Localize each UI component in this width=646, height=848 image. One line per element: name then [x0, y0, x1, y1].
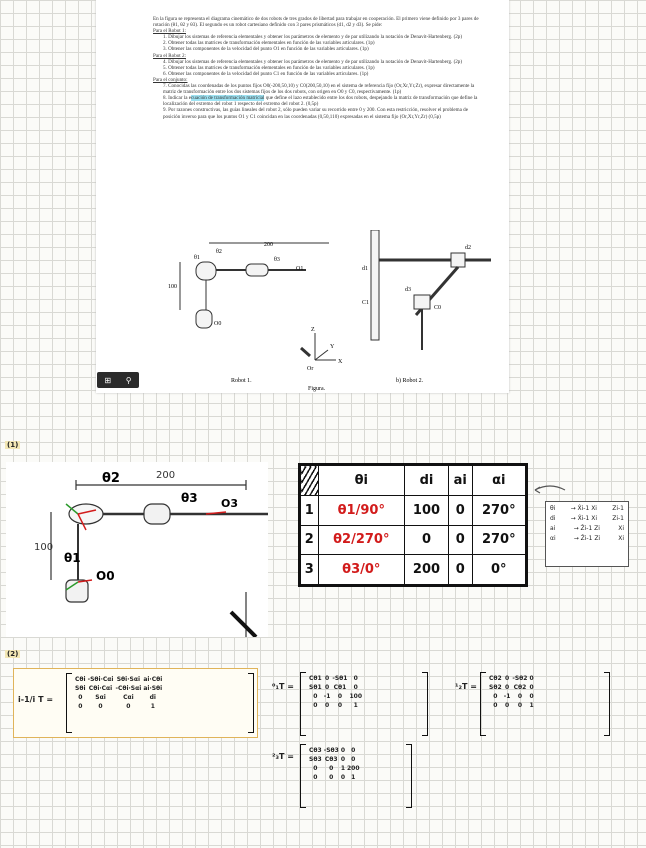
matrix-cell: 0: [351, 756, 356, 763]
fig-axis-z: Z: [311, 327, 315, 333]
fig-origin: Or: [307, 366, 314, 372]
fig-o1: O1: [296, 266, 304, 272]
matrix-2-3: [300, 744, 412, 808]
matrix-cell: 1: [353, 702, 358, 709]
section-2-label: (2): [7, 650, 19, 658]
dh-d: 100: [405, 495, 449, 525]
matrix-cell: ai·Cθi: [143, 676, 163, 683]
matrix-cell: Cθi: [75, 676, 86, 683]
section-1-label: (1): [7, 441, 19, 449]
matrix-cell: 0: [126, 703, 131, 710]
dh-corner-cell: [301, 466, 319, 496]
fig-d3: d3: [405, 287, 411, 293]
sketch-theta1: θ1: [64, 551, 81, 565]
sketch-theta2: θ2: [102, 471, 120, 486]
matrix-cell: Cθ1: [333, 684, 347, 691]
dh-alpha: 270°: [472, 525, 525, 555]
legend-desc: → X̂i-1 Xi: [570, 505, 597, 512]
matrix-cell: -Sθ2: [512, 675, 528, 682]
dh-row: [301, 555, 526, 585]
dh-header-d: di: [405, 466, 449, 496]
robot-figure: [96, 230, 509, 393]
dh-legend-box: [545, 501, 629, 567]
matrix-0-1: [300, 672, 428, 736]
dh-a: 0: [448, 555, 472, 585]
question-4: 4. Dibujar los sistemas de referencia elementales y obtener los parámetros de elemento y de par utilizando la notación de Denavit-Hartenberg. (2p): [163, 58, 463, 65]
exam-paper-image: [96, 0, 509, 393]
matrix23-label: ²₃T =: [272, 752, 294, 761]
question-8-post: que define el lazo establecido entre los dos robots, despejando la matriz de transformación que define la localización del extremo del robot 1 respecto del extremo del robot 2. (0,5p): [163, 95, 478, 108]
dh-theta: θ2/270°: [318, 525, 405, 555]
general-matrix-box: [13, 668, 258, 738]
fig-theta3: θ3: [274, 257, 280, 263]
matrix-cell: ai·Sθi: [143, 685, 163, 692]
sketch-o3: O3: [221, 497, 239, 510]
matrix-cell: 0: [504, 702, 510, 709]
fig-c0: C0: [434, 305, 442, 311]
intro-text: En la figura se representa el diagrama cinemático de dos robots de tres grados de libertad para trabajar en cooperación. El primero viene definido por 3 pares de rotación (θ1, θ2 y θ3). El segundo es un robot cartesiano definido con 3 pares prismáticos (d1, d2 y d3). Se pide:: [153, 16, 479, 29]
matrix-cell: 1: [150, 703, 155, 710]
matrix-cell: -Sθ3: [323, 747, 339, 754]
matrix-cell: Sθ3: [309, 756, 322, 763]
question-1: 1. Dibujar los sistemas de referencia elementales y obtener los parámetros de elemento y de par utilizando la notación de Denavit-Hartenberg. (2p): [163, 34, 463, 41]
legend-row: [546, 502, 628, 512]
fig-theta2: θ2: [216, 249, 222, 255]
dh-alpha: 0°: [472, 555, 525, 585]
question-3: 3. Obtener las componentes de la velocidad del punto O1 en función de las variables articulares. (1p): [163, 46, 369, 53]
annotated-robot-sketch: [6, 462, 268, 637]
legend-desc: → Ẑi-1 Zi: [573, 525, 600, 532]
matrix-cell: Sθi·Sαi: [116, 676, 141, 683]
matrix-cell: 100: [349, 693, 363, 700]
robot2-column: [371, 230, 379, 340]
matrix-cell: 0: [313, 774, 318, 781]
sketch-theta3: θ3: [181, 491, 198, 505]
dh-header-alpha: αi: [472, 466, 525, 496]
legend-row: [546, 522, 628, 532]
matrix-cell: 0: [324, 702, 330, 709]
matrix-cell: 0: [504, 675, 510, 682]
fig-o0: O0: [214, 321, 222, 327]
matrix-cell: 0: [337, 702, 343, 709]
matrix-cell: Sθ2: [489, 684, 502, 691]
dh-header-a: ai: [448, 466, 472, 496]
dh-index: 2: [301, 525, 319, 555]
matrix-cell: -Sθi·Cαi: [87, 676, 114, 683]
matrix-cell: 1: [340, 765, 345, 772]
matrix-cell: 0: [529, 693, 534, 700]
matrix-cell: 0: [529, 684, 534, 691]
dh-row: [301, 495, 526, 525]
sketch-dim-200: 200: [156, 470, 176, 481]
fig-c1: C1: [362, 300, 370, 306]
legend-row: [546, 512, 628, 522]
dh-d: 200: [405, 555, 449, 585]
legend-ref: Zi-1: [612, 505, 624, 512]
matrix-cell: 0: [78, 694, 83, 701]
matrix-cell: Sθ1: [309, 684, 322, 691]
legend-desc: → X̂i-1 Xi: [570, 515, 598, 522]
general-matrix-label: i-1/i T =: [18, 695, 54, 704]
matrix-cell: 0: [337, 693, 343, 700]
matrix-cell: 0: [78, 703, 83, 710]
matrix-cell: 1: [351, 774, 356, 781]
matrix-cell: 0: [529, 675, 534, 682]
dh-theta: θ3/0°: [318, 555, 405, 585]
viewer-toolbar: [97, 372, 139, 388]
matrix-cell: 0: [493, 702, 498, 709]
caption-robot2: b) Robot 2.: [396, 378, 424, 384]
matrix-cell: 0: [329, 765, 334, 772]
matrix-1-2: [480, 672, 610, 736]
matrix-cell: Cθ3: [309, 747, 322, 754]
base-body: [196, 310, 212, 328]
dh-theta: θ1/90°: [318, 495, 405, 525]
fig-d2: d2: [465, 245, 471, 251]
grid-view-icon[interactable]: ⊞: [104, 375, 112, 385]
dh-index: 3: [301, 555, 319, 585]
question-2: 2. Obtener todas las matrices de transformación elementales en función de las variables articulares. (1p): [163, 40, 375, 47]
question-6: 6. Obtener las componentes de la velocidad del punto C1 en función de las variables articulares. (1p): [163, 70, 369, 77]
dh-d: 0: [405, 525, 449, 555]
matrix-cell: -Cθi·Sαi: [115, 685, 142, 692]
dh-alpha: 270°: [472, 495, 525, 525]
matrix12-label: ¹₂T =: [455, 682, 477, 691]
question-8: [153, 95, 486, 107]
robot1-heading: Para el Robot 1:: [153, 28, 186, 35]
legend-symbol: ai: [550, 525, 556, 532]
legend-symbol: di: [550, 515, 556, 522]
matrix-cell: -1: [323, 693, 331, 700]
dh-row: [301, 525, 526, 555]
matrix-cell: 1: [529, 702, 534, 709]
fig-axis-y: Y: [330, 344, 335, 350]
matrix-cell: 0: [340, 747, 345, 754]
dh-a: 0: [448, 495, 472, 525]
matrix-cell: 0: [324, 675, 330, 682]
matrix-cell: 0: [517, 693, 523, 700]
matrix-cell: Cθ2: [489, 675, 502, 682]
joint-heading: Para el conjunto:: [153, 76, 188, 83]
figure-caption: Figura.: [308, 386, 326, 392]
robot2-heading: Para el Robot 2:: [153, 52, 186, 59]
matrix-cell: 0: [313, 693, 318, 700]
dh-a: 0: [448, 525, 472, 555]
search-icon[interactable]: ⚲: [125, 375, 132, 385]
matrix-cell: -1: [503, 693, 511, 700]
matrix-cell: 0: [340, 756, 345, 763]
fig-dim-200: 200: [264, 242, 273, 248]
fig-axis-x: X: [338, 359, 343, 365]
question-5: 5. Obtener todas las matrices de transformación elementales en función de las variables articulares. (1p): [163, 64, 375, 71]
matrix-cell: Cθ2: [513, 684, 527, 691]
matrix-cell: 0: [324, 684, 330, 691]
matrix-cell: Cθ3: [324, 756, 338, 763]
dh-index: 1: [301, 495, 319, 525]
matrix-cell: 0: [98, 703, 103, 710]
dh-parameter-table: [298, 463, 528, 587]
highlighted-text: cuación de transformación matricial: [191, 95, 265, 102]
legend-symbol: αi: [550, 535, 556, 542]
matrix-cell: -Sθ1: [332, 675, 348, 682]
sketch-o0: O0: [96, 569, 115, 583]
joint-3-body: [246, 264, 268, 276]
legend-desc: → Ẑi-1 Zi: [573, 535, 601, 542]
legend-ref: Zi-1: [612, 515, 624, 522]
dh-header-theta: θi: [318, 466, 405, 496]
matrix-cell: 0: [313, 702, 318, 709]
matrix-cell: 0: [517, 702, 523, 709]
dh-header-row: [301, 466, 526, 496]
question-8-pre: 8. Indicar la e: [163, 95, 192, 102]
fig-d1: d1: [362, 266, 368, 272]
question-7: 7. Conocidas las coordenadas de los puntos fijos O0(-200,50,10) y C0(200,50,10) en el sistema de referencia fijo (Or,Xr,Yr,Zr), expresar directamente la matriz de transformación entre los dos sistemas fijos de los dos robots, con origen en O0 y C0, respectivamente. (1p): [163, 83, 475, 96]
matrix-cell: Sαi: [95, 694, 106, 701]
legend-row: [546, 532, 628, 542]
matrix-cell: di: [149, 694, 156, 701]
matrix-cell: 0: [351, 747, 356, 754]
matrix01-label: ⁰₁T =: [272, 682, 294, 691]
matrix-cell: 0: [353, 684, 358, 691]
sketch-dim-100: 100: [34, 542, 54, 553]
arrow-icon: [530, 480, 570, 500]
matrix-cell: 0: [493, 693, 498, 700]
matrix-cell: 0: [313, 765, 318, 772]
caption-robot1: Robot 1.: [231, 378, 252, 384]
question-9: 9. Por razones constructivas, las guías lineales del robot 2, sólo pueden variar su recorrido entre 0 y 200. Con esta restricción, resolver el problema de posición inverso para que los puntos O1 y C1 coincidan en las coordenadas (0,50,110) expresadas en el sistema fijo (Or,Xr,Yr,Zr) (0,5p): [163, 107, 468, 120]
matrix-cell: Cαi: [123, 694, 134, 701]
joint-1-body: [196, 262, 216, 280]
legend-ref: Xi: [618, 525, 624, 532]
matrix-cell: 0: [353, 675, 358, 682]
matrix-cell: Sθi: [75, 685, 86, 692]
matrix-cell: Cθ1: [309, 675, 322, 682]
matrix-cell: 0: [340, 774, 345, 781]
matrix-cell: Cθi·Cαi: [88, 685, 113, 692]
legend-ref: Xi: [618, 535, 624, 542]
fig-dim-100: 100: [168, 284, 177, 290]
exam-text: [153, 16, 486, 120]
matrix-cell: 200: [347, 765, 360, 772]
matrix-cell: 0: [504, 684, 510, 691]
general-matrix: [66, 673, 254, 733]
legend-symbol: θi: [550, 505, 556, 512]
fig-theta1: θ1: [194, 255, 200, 261]
matrix-cell: 0: [329, 774, 334, 781]
